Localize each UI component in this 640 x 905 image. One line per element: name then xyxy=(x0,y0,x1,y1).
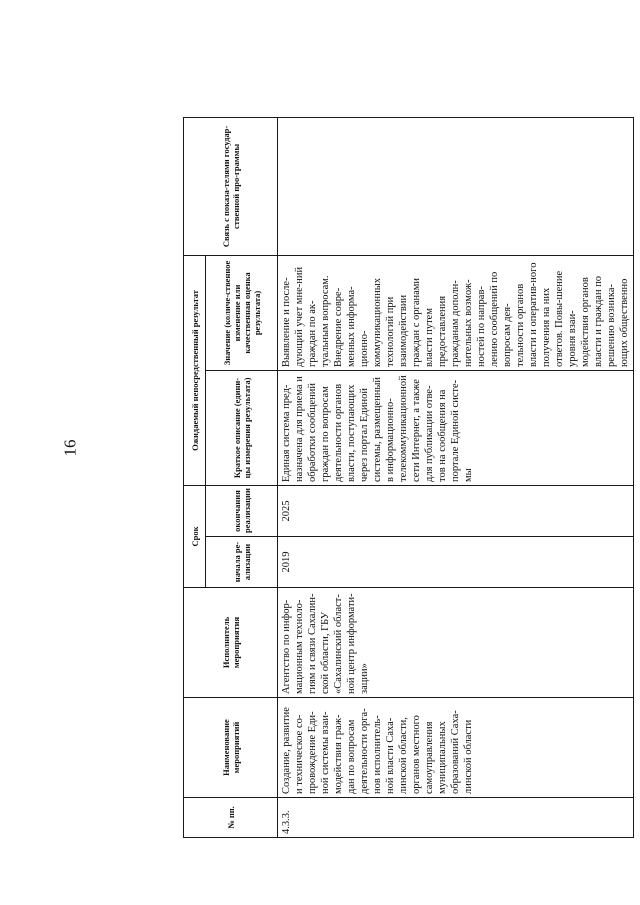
header-result: Ожидаемый непосредственный результат xyxy=(184,255,206,485)
measures-table xyxy=(183,117,634,838)
header-term-end: окончания реализации xyxy=(206,485,278,536)
cell-value: Выявление и после-дующий учет мне-ний граждан по ак-туальным вопросам. Внедрение совре-менных информа-ционно-коммуникационных технологий при взаимодействии граждан с органами власти путем предоставления гражданам дополн-нительных возмож-ностей по направ-лению сообщений по вопросам дея-тельности органов власти и оператив-ного получения на них ответов. Повы-шение уровня взаи-модействия органов власти и граждан по решению возника-ющих общественно xyxy=(278,255,634,370)
header-executor: Исполнитель мероприятия xyxy=(184,588,278,698)
header-result-desc: Краткое описание (едини-цы измерения результата) xyxy=(206,370,278,485)
header-name: Наименование мероприятий xyxy=(184,698,278,798)
cell-executor: Агентство по инфор-мационным техноло-гиям и связи Сахалин-ской области, ГБУ «Сахалинский област-ной центр информати-зации» xyxy=(278,588,634,698)
header-result-value: Значение (количе-ственное изменение или качественная оценка результата) xyxy=(206,255,278,370)
cell-description: Единая система пред-назначена для приема и обработки сообщений граждан по вопросам деятельности органов власти, поступающих через портал Единой системы, размещенный в информационно-телекоммуникационной сети Интернет, а также для публикации отве-тов на сообщения на портале Единой систе-мы xyxy=(278,370,634,485)
header-link: Связь с показа-телями государ-ственной про-граммы xyxy=(184,117,278,255)
cell-link xyxy=(278,117,634,255)
header-term: Срок xyxy=(184,485,206,587)
page-number: 16 xyxy=(60,439,80,457)
cell-num: 4.3.3. xyxy=(278,798,634,838)
header-num: № пп. xyxy=(184,798,278,838)
cell-start: 2019 xyxy=(278,537,634,588)
cell-end: 2025 xyxy=(278,485,634,536)
header-term-start: начала ре-ализации xyxy=(206,537,278,588)
table-row xyxy=(278,117,634,837)
rotated-table-wrapper xyxy=(183,118,630,838)
cell-name: Создание, развитие и техническое со-провождение Еди-ной системы взаи-модействия граж-дан по вопросам деятельности орга-нов исполнитель-ной власти Саха-линской области, органов местного самоуправления муниципальных образований Саха-линской области xyxy=(278,698,634,798)
